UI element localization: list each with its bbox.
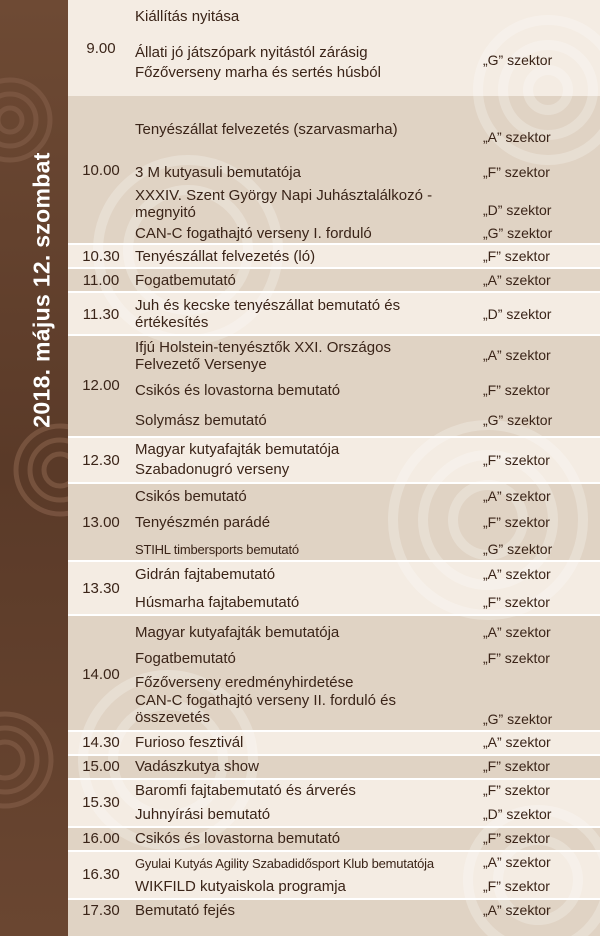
- sector-label: „F” szektor: [483, 452, 550, 468]
- row-separator: [68, 482, 600, 484]
- event-name: Húsmarha fajtabemutató: [135, 594, 300, 611]
- sector-label: „A” szektor: [483, 624, 551, 640]
- event-name: Juhnyírási bemutató: [135, 806, 271, 823]
- sector-label: „F” szektor: [483, 782, 550, 798]
- event-name: Baromfi fajtabemutató és árverés: [135, 782, 356, 799]
- row-separator: [68, 850, 600, 852]
- event-name: WIKFILD kutyaiskola programja: [135, 878, 346, 895]
- date-sidebar: [0, 0, 68, 936]
- sector-label: „A” szektor: [483, 488, 551, 504]
- date-label: 2018. május 12. szombat: [28, 152, 55, 428]
- sector-label: „A” szektor: [483, 129, 551, 145]
- row-separator: [68, 560, 600, 562]
- row-separator: [68, 334, 600, 336]
- event-name: Magyar kutyafajták bemutatója: [135, 441, 340, 458]
- event-name: Gyulai Kutyás Agility Szabadidősport Klub bemutatója: [135, 856, 434, 871]
- event-name: Állati jó játszópark nyitástól zárásig: [135, 44, 368, 61]
- event-name: CAN-C fogathajtó verseny II. forduló és összevetés: [135, 692, 396, 726]
- time-label: 13.00: [82, 514, 120, 531]
- event-name: Tenyészállat felvezetés (szarvasmarha): [135, 121, 398, 138]
- event-name: STIHL timbersports bemutató: [135, 542, 299, 557]
- sector-label: „A” szektor: [483, 566, 551, 582]
- sector-label: „G” szektor: [483, 711, 553, 727]
- event-name: Főzőverseny eredményhirdetése: [135, 674, 354, 691]
- time-label: 15.30: [82, 794, 120, 811]
- event-name: Fogatbemutató: [135, 272, 236, 289]
- row-separator: [68, 826, 600, 828]
- event-name: Tenyészállat felvezetés (ló): [135, 248, 316, 265]
- sector-label: „F” szektor: [483, 514, 550, 530]
- row-separator: [68, 614, 600, 616]
- row-separator: [68, 898, 600, 900]
- event-name: XXXIV. Szent György Napi Juhásztalálkozó - megnyitó: [135, 187, 433, 221]
- event-name: Kiállítás nyitása: [135, 8, 240, 25]
- time-label: 10.00: [82, 162, 120, 179]
- sector-label: „D” szektor: [483, 202, 552, 218]
- sector-label: „A” szektor: [483, 854, 551, 870]
- event-name: Szabadonugró verseny: [135, 461, 290, 478]
- event-name: Főzőverseny marha és sertés húsból: [135, 64, 381, 81]
- time-label: 13.30: [82, 580, 120, 597]
- time-label: 14.00: [82, 666, 120, 683]
- sector-label: „G” szektor: [483, 412, 553, 428]
- sector-label: „A” szektor: [483, 902, 551, 918]
- event-name: Bemutató fejés: [135, 902, 236, 919]
- event-name: Solymász bemutató: [135, 412, 267, 429]
- time-label: 17.30: [82, 902, 120, 919]
- sector-label: „F” szektor: [483, 830, 550, 846]
- sector-label: „F” szektor: [483, 650, 550, 666]
- sector-label: „D” szektor: [483, 306, 552, 322]
- time-label: 9.00: [86, 40, 116, 57]
- event-name: Fogatbemutató: [135, 650, 236, 667]
- event-name: Csikós bemutató: [135, 488, 247, 505]
- sector-label: „F” szektor: [483, 382, 550, 398]
- event-name: Juh és kecske tenyészállat bemutató és értékesítés: [135, 297, 401, 331]
- time-label: 16.00: [82, 830, 120, 847]
- sector-label: „G” szektor: [483, 225, 553, 241]
- event-name: Csikós és lovastorna bemutató: [135, 382, 341, 399]
- row-separator: [68, 267, 600, 269]
- time-label: 10.30: [82, 248, 120, 265]
- row-separator: [68, 436, 600, 438]
- event-name: Magyar kutyafajták bemutatója: [135, 624, 340, 641]
- sector-label: „F” szektor: [483, 594, 550, 610]
- row-separator: [68, 243, 600, 245]
- sector-label: „G” szektor: [483, 541, 553, 557]
- time-label: 11.30: [82, 306, 120, 323]
- event-name: CAN-C fogathajtó verseny I. forduló: [135, 225, 372, 242]
- time-label: 15.00: [82, 758, 120, 775]
- time-label: 14.30: [82, 734, 120, 751]
- row-separator: [68, 291, 600, 293]
- time-label: 11.00: [82, 272, 120, 289]
- sector-label: „F” szektor: [483, 878, 550, 894]
- event-name: Tenyészmén parádé: [135, 514, 271, 531]
- time-label: 12.00: [82, 377, 120, 394]
- sector-label: „F” szektor: [483, 164, 550, 180]
- sector-label: „A” szektor: [483, 347, 551, 363]
- event-name: 3 M kutyasuli bemutatója: [135, 164, 301, 181]
- sidebar-swirl-decoration: [0, 0, 68, 936]
- row-separator: [68, 754, 600, 756]
- sector-label: „F” szektor: [483, 758, 550, 774]
- time-label: 12.30: [82, 452, 120, 469]
- sector-label: „G” szektor: [483, 52, 553, 68]
- event-name: Csikós és lovastorna bemutató: [135, 830, 341, 847]
- row-separator: [68, 778, 600, 780]
- sector-label: „D” szektor: [483, 806, 552, 822]
- row-separator: [68, 730, 600, 732]
- event-name: Furioso fesztivál: [135, 734, 244, 751]
- event-name: Gidrán fajtabemutató: [135, 566, 276, 583]
- time-label: 16.30: [82, 866, 120, 883]
- event-name: Ifjú Holstein-tenyésztők XXI. Országos Felvezető Versenye: [135, 339, 391, 373]
- event-name: Vadászkutya show: [135, 758, 259, 775]
- sector-label: „A” szektor: [483, 272, 551, 288]
- sector-label: „A” szektor: [483, 734, 551, 750]
- sector-label: „F” szektor: [483, 248, 550, 264]
